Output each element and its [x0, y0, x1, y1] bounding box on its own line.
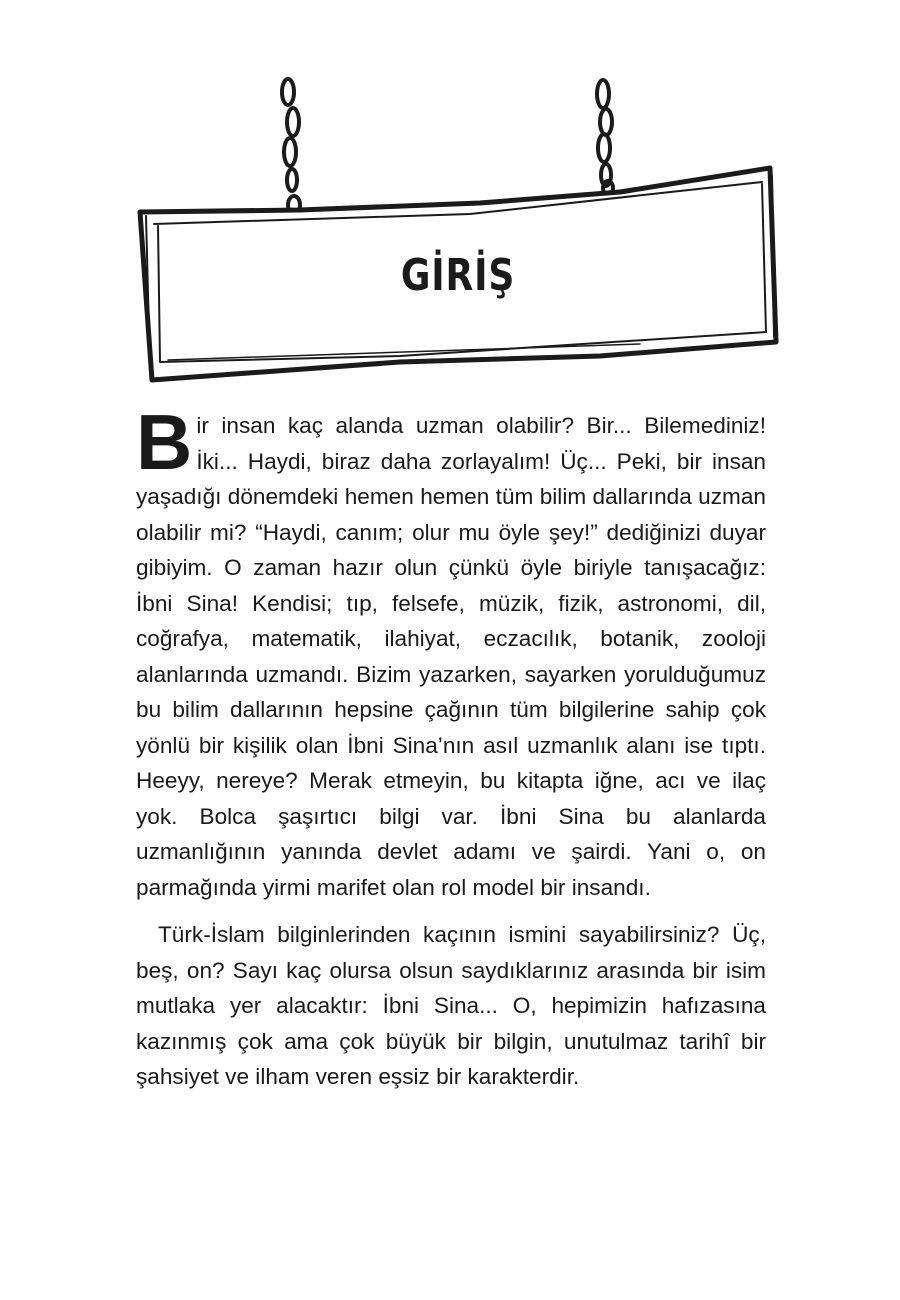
drop-cap: B [136, 398, 193, 486]
hanging-sign-illustration [0, 0, 900, 400]
left-chain-icon [282, 79, 300, 214]
body-text [136, 398, 766, 1095]
right-chain-icon [597, 80, 613, 195]
paragraph-1 [136, 398, 766, 905]
paragraph-2: Türk-İslam bilginlerinden kaçının ismini sayabilirsiniz? Üç, beş, on? Sayı kaç olursa olsun saydıklarınız arasında bir isim mutlaka yer alacaktır: İbni Sina... O, hepimizin hafızasına kazınmış çok ama çok büyük bir bilgin, unutulmaz tarihî bir şahsiyet ve ilham veren eşsiz bir karakterdir. [136, 922, 766, 1089]
paragraph-1-text: ir insan kaç alanda uzman olabilir? Bir... Bilemediniz! İki... Haydi, biraz daha zorlayalım! Üç... Peki, bir insan yaşadığı dönemdeki hemen hemen tüm bilim dallarında uzman olabilir mi? “Haydi, canım; olur mu öyle şey!” dediğinizi duyar gibiyim. O zaman hazır olun çünkü öyle biriyle tanışacağız: İbni Sina! Kendisi; tıp, felsefe, müzik, fizik, astronomi, dil, coğrafya, matematik, ilahiyat, eczacılık, botanik, zooloji alanlarında uzmandı. Bizim yazarken, sayarken yorulduğumuz bu bilim dallarının hepsine çağının tüm bilgilerine sahip çok yönlü bir kişilik olan İbni Sina’nın asıl uzmanlık alanı ise tıptı. Heeyy, nereye? Merak etmeyin, bu kitapta iğne, acı ve ilaç yok. Bolca şaşırtıcı bilgi var. İbni Sina bu alanlarda uzmanlığının yanında devlet adamı ve şairdi. Yani o, on parmağında yirmi marifet olan rol model bir insandı. [136, 413, 766, 900]
page-title: GİRİŞ [400, 249, 516, 301]
